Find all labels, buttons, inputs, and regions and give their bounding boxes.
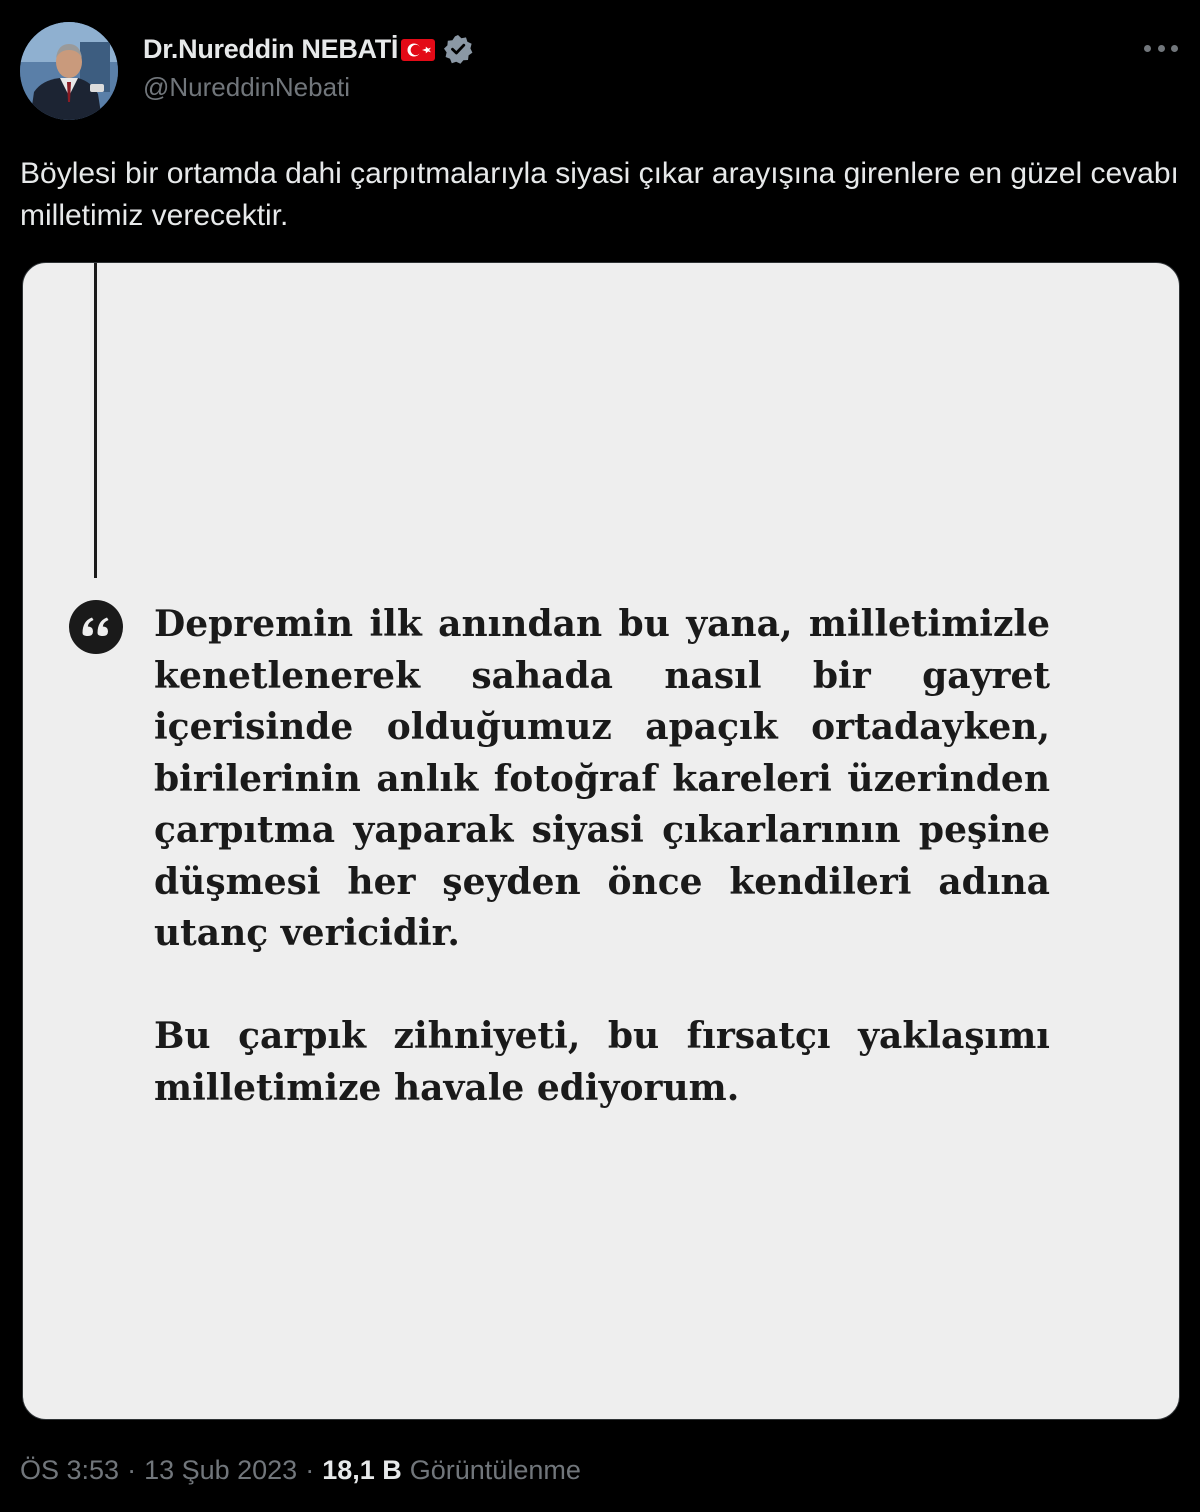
avatar[interactable] [20,22,118,120]
quote-paragraph-2: Bu çarpık zihniyeti, bu fırsatçı yaklaşımı milletimize havale ediyorum. [154,1015,1050,1109]
tweet-text: Böylesi bir ortamda dahi çarpıtmalarıyla siyasi çıkar arayışına girenlere en güzel cevabı milletimiz verecektir. [20,157,1179,232]
more-dot [1158,45,1165,52]
tweet-date[interactable]: 13 Şub 2023 [144,1455,298,1485]
display-name[interactable]: Dr.Nureddin NEBATİ [143,33,399,64]
quote-text [154,599,1050,1114]
quote-mark-icon [68,599,124,655]
tweet-meta [20,1455,581,1486]
views-count[interactable]: 18,1 B [322,1455,402,1485]
more-dot [1171,45,1178,52]
tweet-header [143,30,474,103]
name-row [143,30,474,68]
user-handle[interactable]: @NureddinNebati [143,72,351,102]
quote-paragraph-1: Depremin ilk anından bu yana, milletimizle kenetlenerek sahada nasıl bir gayret içerisinde olduğumuz apaçık ortadayken, birilerinin anlık fotoğraf kareleri üzerinden çarpıtma yaparak siyasi çıkarlarının peşine düşmesi her şeyden önce kendileri adına utanç vericidir. [154,603,1050,954]
views-label: Görüntülenme [409,1455,581,1485]
turkey-flag-icon [400,36,436,63]
quote-vertical-line [94,263,97,578]
more-options-icon[interactable] [1144,36,1178,60]
tweet-media-image[interactable] [22,262,1180,1420]
more-dot [1144,45,1151,52]
meta-separator: · [305,1455,315,1485]
verified-badge-icon[interactable] [442,33,474,65]
meta-separator: · [127,1455,137,1485]
tweet-time[interactable]: ÖS 3:53 [20,1455,120,1485]
avatar-photo [20,22,118,120]
